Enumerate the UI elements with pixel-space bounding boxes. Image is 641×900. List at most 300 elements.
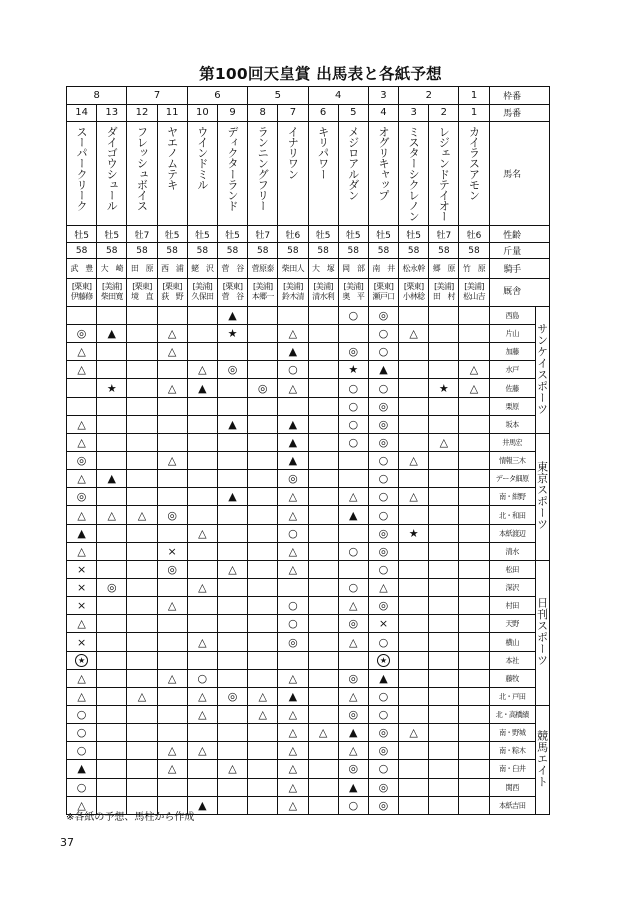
prediction-mark <box>97 560 127 578</box>
prediction-mark <box>157 524 187 542</box>
prediction-mark <box>459 452 489 470</box>
prediction-row <box>67 778 550 796</box>
predictor-name: 情報三木 <box>489 452 535 470</box>
prediction-mark <box>217 669 247 687</box>
stable-region: [栗東] <box>373 282 394 292</box>
prediction-mark <box>157 488 187 506</box>
horse-stable <box>459 278 489 306</box>
prediction-mark: △ <box>67 415 97 433</box>
frame-number: 6 <box>187 87 247 105</box>
prediction-mark <box>127 433 157 451</box>
prediction-mark: △ <box>399 452 429 470</box>
prediction-mark: ○ <box>368 687 398 705</box>
prediction-row <box>67 615 550 633</box>
predictor-name: 北・高橋績 <box>489 706 535 724</box>
prediction-mark <box>338 470 368 488</box>
prediction-mark <box>97 760 127 778</box>
prediction-mark <box>67 651 97 669</box>
prediction-mark: ◎ <box>97 579 127 597</box>
prediction-mark: △ <box>368 579 398 597</box>
prediction-mark <box>187 597 217 615</box>
row-label-spacer <box>535 278 549 306</box>
prediction-mark <box>97 306 127 324</box>
jockey-row <box>67 259 550 279</box>
horse-weight: 58 <box>157 242 187 259</box>
prediction-mark <box>308 651 338 669</box>
horse-weight: 58 <box>97 242 127 259</box>
prediction-mark <box>308 397 338 415</box>
stable-region: [美浦] <box>192 282 213 292</box>
trainer-name: 境 直 <box>131 292 153 302</box>
weight-row <box>67 242 550 259</box>
prediction-mark <box>399 615 429 633</box>
horse-weight: 58 <box>278 242 308 259</box>
horse-name: ミスターシクレノン <box>407 126 421 222</box>
prediction-row <box>67 524 550 542</box>
horse-num: 9 <box>217 104 247 122</box>
prediction-mark: ○ <box>368 325 398 343</box>
prediction-mark <box>399 433 429 451</box>
prediction-mark <box>127 415 157 433</box>
horse-stable <box>217 278 247 306</box>
horse-num: 6 <box>308 104 338 122</box>
horse-jockey: 大 崎 <box>97 259 127 279</box>
prediction-mark <box>127 778 157 796</box>
predictor-name: 松田 <box>489 560 535 578</box>
horse-name: キリパワー <box>316 126 330 180</box>
horse-num: 13 <box>97 104 127 122</box>
prediction-mark <box>459 325 489 343</box>
prediction-mark: △ <box>399 724 429 742</box>
horse-jockey: 菅 谷 <box>217 259 247 279</box>
prediction-mark <box>157 651 187 669</box>
predictor-name: 横山 <box>489 633 535 651</box>
prediction-mark: × <box>67 597 97 615</box>
prediction-mark <box>127 542 157 560</box>
horse-sex-age: 牡5 <box>338 226 368 243</box>
row-label-spacer <box>535 122 549 226</box>
prediction-mark <box>459 724 489 742</box>
newspaper-name: 東京スポーツ <box>535 461 549 531</box>
trainer-name: 瀬戸口 <box>372 292 395 302</box>
prediction-mark <box>459 397 489 415</box>
prediction-mark: △ <box>187 706 217 724</box>
prediction-row <box>67 470 550 488</box>
stable-region: [美浦] <box>343 282 363 292</box>
prediction-mark <box>429 542 459 560</box>
prediction-mark <box>217 506 247 524</box>
prediction-mark: ▲ <box>368 669 398 687</box>
prediction-mark <box>187 724 217 742</box>
prediction-mark <box>127 560 157 578</box>
horse-name: ランニングフリー <box>256 126 270 211</box>
prediction-mark <box>157 306 187 324</box>
prediction-mark <box>308 379 338 397</box>
prediction-mark <box>459 778 489 796</box>
prediction-mark <box>308 361 338 379</box>
prediction-mark: ○ <box>368 470 398 488</box>
horse-num: 4 <box>368 104 398 122</box>
prediction-mark: ★ <box>217 325 247 343</box>
prediction-mark <box>308 488 338 506</box>
prediction-mark <box>217 524 247 542</box>
prediction-mark: ○ <box>368 343 398 361</box>
prediction-mark <box>187 760 217 778</box>
newspaper-group <box>535 706 549 815</box>
prediction-mark: ○ <box>368 488 398 506</box>
row-label-sex_age: 性齢 <box>489 226 535 243</box>
prediction-mark <box>127 706 157 724</box>
row-label-name: 馬名 <box>489 122 535 226</box>
prediction-mark <box>187 397 217 415</box>
prediction-mark: △ <box>67 361 97 379</box>
prediction-row <box>67 651 550 669</box>
prediction-mark <box>429 361 459 379</box>
name-row <box>67 122 550 226</box>
prediction-mark <box>308 325 338 343</box>
prediction-mark: △ <box>338 597 368 615</box>
prediction-mark: ○ <box>338 397 368 415</box>
race-card-table <box>66 86 550 815</box>
horse-sex-age: 牡5 <box>368 226 398 243</box>
prediction-row <box>67 542 550 560</box>
predictor-name: 北・戸田 <box>489 687 535 705</box>
prediction-mark: ◎ <box>217 687 247 705</box>
row-label-spacer <box>535 242 549 259</box>
prediction-mark <box>278 397 308 415</box>
prediction-mark: △ <box>399 488 429 506</box>
prediction-mark: ▲ <box>217 488 247 506</box>
prediction-mark: ○ <box>187 669 217 687</box>
row-label-spacer <box>535 259 549 279</box>
prediction-mark: ★ <box>429 379 459 397</box>
newspaper-name: 日刊スポーツ <box>535 597 549 667</box>
prediction-mark <box>157 433 187 451</box>
horse-weight: 58 <box>308 242 338 259</box>
prediction-mark: × <box>67 579 97 597</box>
prediction-mark: △ <box>217 560 247 578</box>
prediction-mark <box>429 306 459 324</box>
horse-num: 2 <box>429 104 459 122</box>
prediction-mark <box>429 597 459 615</box>
prediction-mark: ▲ <box>187 379 217 397</box>
prediction-mark <box>248 579 278 597</box>
prediction-mark: ★ <box>97 379 127 397</box>
predictor-name: 深沢 <box>489 579 535 597</box>
stable-region: [美浦] <box>102 282 122 292</box>
prediction-mark <box>157 615 187 633</box>
prediction-mark: △ <box>67 796 97 814</box>
prediction-mark <box>217 597 247 615</box>
predictor-name: 藤牧 <box>489 669 535 687</box>
prediction-mark <box>308 760 338 778</box>
prediction-mark <box>399 760 429 778</box>
prediction-mark <box>429 651 459 669</box>
prediction-mark <box>217 615 247 633</box>
stable-region: [栗東] <box>162 282 182 292</box>
prediction-mark: ○ <box>278 597 308 615</box>
horse-num: 10 <box>187 104 217 122</box>
prediction-mark: △ <box>278 379 308 397</box>
prediction-mark <box>399 415 429 433</box>
prediction-mark <box>459 524 489 542</box>
prediction-mark <box>459 542 489 560</box>
horse-stable <box>97 278 127 306</box>
prediction-mark <box>429 343 459 361</box>
prediction-mark <box>459 706 489 724</box>
prediction-mark <box>308 633 338 651</box>
prediction-mark <box>429 778 459 796</box>
prediction-mark <box>97 542 127 560</box>
prediction-row <box>67 560 550 578</box>
prediction-mark <box>248 633 278 651</box>
prediction-mark <box>308 415 338 433</box>
frame-number: 8 <box>67 87 127 105</box>
prediction-mark <box>157 687 187 705</box>
horse-name-cell <box>429 122 459 226</box>
prediction-mark: △ <box>127 506 157 524</box>
prediction-mark <box>308 433 338 451</box>
prediction-mark: ○ <box>368 633 398 651</box>
prediction-mark <box>308 706 338 724</box>
prediction-mark: △ <box>459 379 489 397</box>
horse-weight: 58 <box>217 242 247 259</box>
horse-name: イナリワン <box>286 126 300 180</box>
predictor-name: 関西 <box>489 778 535 796</box>
newspaper-name: 競馬エイト <box>535 730 549 788</box>
frame-number: 7 <box>127 87 187 105</box>
prediction-mark <box>429 524 459 542</box>
prediction-mark: ▲ <box>368 361 398 379</box>
prediction-mark: △ <box>187 579 217 597</box>
prediction-mark: △ <box>67 506 97 524</box>
horse-sex-age: 牡6 <box>459 226 489 243</box>
prediction-mark: ○ <box>368 452 398 470</box>
horse-jockey: 柴田人 <box>278 259 308 279</box>
prediction-mark: ▲ <box>278 415 308 433</box>
prediction-mark <box>127 397 157 415</box>
prediction-mark: ▲ <box>217 306 247 324</box>
prediction-mark <box>308 796 338 814</box>
prediction-row <box>67 687 550 705</box>
prediction-mark: ○ <box>338 433 368 451</box>
horse-weight: 58 <box>187 242 217 259</box>
prediction-mark <box>338 524 368 542</box>
stable-region: [美浦] <box>252 282 273 292</box>
prediction-mark <box>97 597 127 615</box>
prediction-mark: ◎ <box>368 742 398 760</box>
prediction-mark: × <box>67 560 97 578</box>
prediction-row <box>67 361 550 379</box>
prediction-mark <box>459 796 489 814</box>
prediction-mark <box>97 724 127 742</box>
prediction-mark <box>399 470 429 488</box>
prediction-mark <box>97 615 127 633</box>
prediction-mark: △ <box>278 760 308 778</box>
horse-weight: 58 <box>459 242 489 259</box>
prediction-mark <box>97 633 127 651</box>
prediction-mark: ◎ <box>338 343 368 361</box>
prediction-mark: × <box>157 542 187 560</box>
prediction-mark <box>187 651 217 669</box>
prediction-mark <box>217 343 247 361</box>
horse-name: メジロアルダン <box>346 126 360 201</box>
prediction-mark <box>187 343 217 361</box>
prediction-mark: ▲ <box>278 687 308 705</box>
prediction-mark <box>429 687 459 705</box>
predictor-name: 南・粽木 <box>489 742 535 760</box>
prediction-mark <box>187 560 217 578</box>
prediction-mark: × <box>67 633 97 651</box>
horse-weight: 58 <box>67 242 97 259</box>
horse-name-cell <box>459 122 489 226</box>
prediction-mark <box>429 742 459 760</box>
prediction-mark <box>399 542 429 560</box>
prediction-mark <box>278 579 308 597</box>
horse-stable <box>278 278 308 306</box>
horse-name-cell <box>368 122 398 226</box>
prediction-mark <box>67 397 97 415</box>
prediction-mark <box>459 742 489 760</box>
stable-region: [栗東] <box>132 282 152 292</box>
prediction-mark <box>429 633 459 651</box>
predictor-name: 本紙渡辺 <box>489 524 535 542</box>
prediction-mark <box>308 597 338 615</box>
prediction-mark <box>127 361 157 379</box>
horse-name-cell <box>187 122 217 226</box>
prediction-mark <box>459 760 489 778</box>
page-title: 第100回天皇賞 出馬表と各紙予想 <box>199 65 442 83</box>
predictor-name: 北・和田 <box>489 506 535 524</box>
predictor-name: 水戸 <box>489 361 535 379</box>
prediction-mark <box>187 506 217 524</box>
prediction-mark: ○ <box>338 796 368 814</box>
prediction-mark <box>429 760 459 778</box>
trainer-name: 久保田 <box>191 292 214 302</box>
prediction-mark <box>157 724 187 742</box>
prediction-mark <box>67 379 97 397</box>
prediction-mark <box>459 560 489 578</box>
prediction-mark: △ <box>217 760 247 778</box>
prediction-mark: △ <box>338 687 368 705</box>
prediction-mark <box>399 343 429 361</box>
trainer-name: 清水利 <box>312 292 335 302</box>
prediction-row <box>67 488 550 506</box>
prediction-mark: △ <box>67 615 97 633</box>
horse-sex-age: 牡5 <box>157 226 187 243</box>
prediction-mark <box>127 325 157 343</box>
prediction-mark <box>248 470 278 488</box>
prediction-mark <box>127 306 157 324</box>
horse-name: フレッシュボイス <box>135 126 149 211</box>
prediction-mark: ◎ <box>368 542 398 560</box>
prediction-row <box>67 379 550 397</box>
prediction-row <box>67 433 550 451</box>
prediction-mark <box>459 669 489 687</box>
prediction-mark <box>429 397 459 415</box>
stable-row <box>67 278 550 306</box>
prediction-mark <box>97 687 127 705</box>
prediction-mark: △ <box>67 669 97 687</box>
prediction-mark <box>127 742 157 760</box>
prediction-mark: ◎ <box>157 560 187 578</box>
prediction-mark <box>248 597 278 615</box>
prediction-row <box>67 669 550 687</box>
prediction-mark: △ <box>248 687 278 705</box>
prediction-mark: ▲ <box>217 415 247 433</box>
prediction-mark: ○ <box>67 706 97 724</box>
trainer-name: 柴田寛 <box>100 292 123 302</box>
horse-sex-age: 牡5 <box>217 226 247 243</box>
prediction-mark <box>338 560 368 578</box>
prediction-mark: △ <box>157 343 187 361</box>
prediction-mark <box>459 687 489 705</box>
prediction-mark <box>248 778 278 796</box>
horse-name: オグリキャップ <box>376 126 390 201</box>
prediction-row <box>67 452 550 470</box>
prediction-mark <box>248 306 278 324</box>
prediction-mark <box>217 470 247 488</box>
trainer-name: 松山吉 <box>463 292 485 302</box>
predictor-name: 南・野城 <box>489 724 535 742</box>
row-label-frame: 枠番 <box>489 87 535 105</box>
prediction-mark <box>248 325 278 343</box>
prediction-mark <box>248 724 278 742</box>
prediction-row <box>67 633 550 651</box>
prediction-mark: ◎ <box>368 415 398 433</box>
prediction-mark <box>399 397 429 415</box>
horse-sex-age: 牡5 <box>97 226 127 243</box>
prediction-mark <box>459 506 489 524</box>
newspaper-name: サンケイスポーツ <box>535 322 549 415</box>
prediction-mark <box>429 470 459 488</box>
horse-name-cell <box>278 122 308 226</box>
predictor-name: 片山 <box>489 325 535 343</box>
horse-num: 7 <box>278 104 308 122</box>
prediction-mark: ◎ <box>338 615 368 633</box>
horse-num: 11 <box>157 104 187 122</box>
prediction-mark: ○ <box>67 742 97 760</box>
prediction-mark <box>459 579 489 597</box>
prediction-row <box>67 724 550 742</box>
horse-jockey: 西 浦 <box>157 259 187 279</box>
prediction-mark <box>127 343 157 361</box>
prediction-mark <box>217 542 247 560</box>
prediction-mark: ▲ <box>67 524 97 542</box>
prediction-mark: ▲ <box>278 452 308 470</box>
prediction-mark <box>127 669 157 687</box>
prediction-mark: ◎ <box>67 325 97 343</box>
prediction-mark: ◎ <box>217 361 247 379</box>
prediction-mark <box>97 433 127 451</box>
prediction-mark <box>97 343 127 361</box>
row-label-spacer <box>535 87 549 105</box>
prediction-mark <box>429 452 459 470</box>
prediction-mark: △ <box>67 470 97 488</box>
prediction-mark: △ <box>157 325 187 343</box>
predictor-name: 本紙吉田 <box>489 796 535 814</box>
trainer-name: 本郷一 <box>251 292 274 302</box>
prediction-mark <box>399 379 429 397</box>
prediction-mark: △ <box>248 706 278 724</box>
prediction-mark: ◎ <box>368 397 398 415</box>
horse-stable <box>127 278 157 306</box>
prediction-mark <box>217 579 247 597</box>
prediction-mark: △ <box>278 506 308 524</box>
prediction-mark <box>157 470 187 488</box>
prediction-mark <box>399 778 429 796</box>
horse-jockey: 松永幹 <box>399 259 429 279</box>
